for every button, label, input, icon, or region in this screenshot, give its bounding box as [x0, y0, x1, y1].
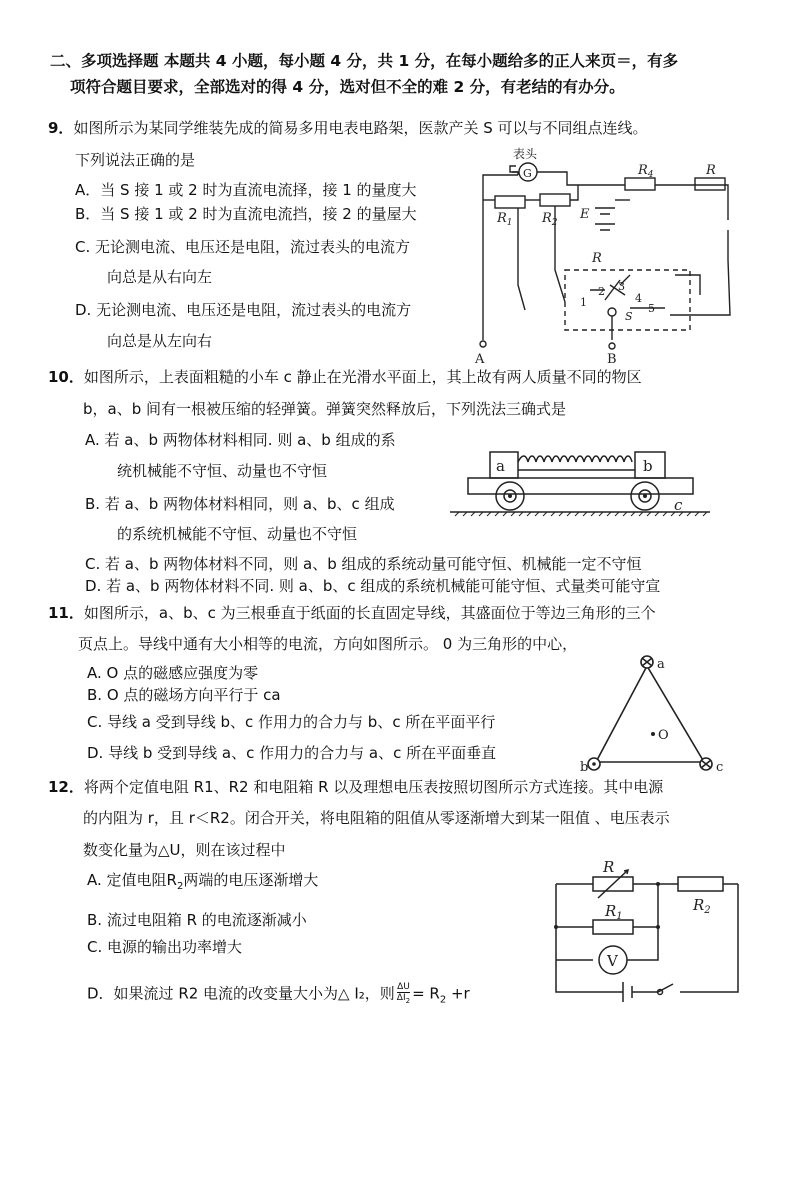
r5-label: R: [706, 163, 716, 178]
block-a-label: a: [496, 457, 505, 475]
battery-label: E: [580, 207, 590, 222]
block-b-label: b: [643, 457, 653, 475]
fraction: $\frac{\Delta U}{\Delta I_2}$: [396, 982, 411, 1005]
r3-label: R: [592, 251, 602, 266]
r-label: R: [603, 858, 615, 876]
contact-4: 4: [635, 292, 642, 305]
stem-text: 如图所示为某同学维装先成的简易多用电表电路架，医款产关 S 可以与不同组点连线。: [73, 119, 648, 137]
center-o-label: O: [658, 728, 669, 743]
contact-5: 5: [648, 302, 655, 315]
r2-label: $R_2$: [542, 211, 558, 228]
question-12-stem-3: 数变化量为△U，则在该过程中: [83, 841, 286, 859]
question-12-stem-2: 的内阻为 r，且 r＜R2。闭合开关，将电阻箱的阻值从零逐渐增大到某一阻值 、电压表示: [83, 809, 670, 827]
question-number: 10．: [48, 368, 84, 386]
option-12d: D．如果流过 R2 电流的改变量大小为△ I₂，则 $\frac{\Delta U}{\Delta I_2}$ = $R_2 +r$: [87, 982, 470, 1006]
option-10a: A. 若 a、b 两物体材料相同. 则 a、b 组成的系: [85, 431, 396, 449]
contact-3: 3: [618, 280, 625, 293]
question-10-stem: [48, 367, 642, 387]
question-number: 12．: [48, 778, 84, 796]
question-11-stem-2: 页点上。导线中通有大小相等的电流，方向如图所示。 0 为三角形的中心，: [78, 635, 578, 653]
option-9a: A．当 S 接 1 或 2 时为直流电流择，接 1 的量度大: [75, 181, 417, 199]
switch-label: S: [625, 310, 633, 323]
contact-2: 2: [598, 285, 605, 298]
option-9c-cont: 向总是从右向左: [107, 268, 213, 286]
option-10b: B. 若 a、b 两物体材料相同，则 a、b、c 组成: [85, 495, 395, 513]
question-9-stem-2: 下列说法正确的是: [75, 151, 196, 169]
wire-c-label: c: [716, 760, 724, 775]
option-11c: C. 导线 a 受到导线 b、c 作用力的合力与 b、c 所在平面平行: [87, 713, 496, 731]
option-11b: B. O 点的磁场方向平行于 ca: [87, 686, 281, 704]
question-11-stem: [48, 603, 656, 623]
r1-label: $R_1$: [605, 902, 623, 922]
option-9c: C. 无论测电流、电压还是电阻，流过表头的电流方: [75, 238, 411, 256]
option-9b: B．当 S 接 1 或 2 时为直流电流挡，接 2 的量屋大: [75, 205, 417, 223]
question-9-stem: [48, 118, 648, 138]
contact-1: 1: [580, 296, 587, 309]
cart-c-label: c: [674, 496, 683, 514]
question-number: 11．: [48, 604, 84, 622]
stem-text: 如图所示，a、b、c 为三根垂直于纸面的长直固定导线，其盛面位于等边三角形的三个: [83, 604, 656, 622]
wire-b-label: b: [580, 760, 589, 775]
r1-label: $R_1$: [497, 211, 513, 228]
option-10c: C. 若 a、b 两物体材料不同，则 a、b 组成的系统动量可能守恒、机械能一定不守恒: [85, 555, 642, 573]
r4-label: $R_4$: [638, 163, 654, 180]
r2-label: $R_2$: [693, 896, 711, 916]
option-12b: B. 流过电阻箱 R 的电流逐渐减小: [87, 911, 307, 929]
terminal-b: B: [607, 352, 617, 367]
stem-text: 将两个定值电阻 R1、R2 和电阻箱 R 以及理想电压表按照切图所示方式连接。其中电源: [83, 778, 664, 796]
option-11a: A. O 点的磁感应强度为零: [87, 664, 259, 682]
question-10-stem-2: b，a、b 间有一根被压缩的轻弹簧。弹簧突然释放后，下列洗法三确式是: [83, 400, 567, 418]
meter-label: 表头: [513, 147, 538, 161]
cart-spring-figure: [450, 440, 715, 525]
option-12a: A. 定值电阻$R_2$两端的电压逐渐增大: [87, 871, 319, 892]
question-number: 9．: [48, 119, 74, 137]
voltmeter-circuit-figure: [548, 852, 748, 1002]
option-11d: D. 导线 b 受到导线 a、c 作用力的合力与 a、c 所在平面垂直: [87, 744, 497, 762]
terminal-a: A: [475, 352, 485, 367]
stem-text: 如图所示，上表面粗糙的小车 c 静止在光滑水平面上，其上故有两人质量不同的物区: [83, 368, 642, 386]
multimeter-circuit-figure: [470, 140, 750, 365]
option-10d: D. 若 a、b 两物体材料不同. 则 a、b、c 组成的系统机械能可能守恒、式量类可能守宣: [85, 577, 661, 595]
wire-a-label: a: [657, 657, 665, 672]
option-12c: C. 电源的输出功率增大: [87, 938, 243, 956]
option-10b-cont: 的系统机械能不守恒、动量也不守恒: [117, 525, 358, 543]
triangle-wires-figure: [580, 652, 740, 777]
question-12-stem: [48, 777, 663, 797]
section-header-line1: 二、多项选择题 本题共 4 小题，每小题 4 分，共 1 分，在每小题给多的正人来页＝，有多: [50, 52, 679, 70]
voltmeter-label: V: [607, 952, 618, 970]
option-9d: D. 无论测电流、电压还是电阻，流过表头的电流方: [75, 301, 412, 319]
section-header-line2: 项符合题目要求，全部选对的得 4 分，选对但不全的难 2 分，有老结的有办分。: [70, 78, 625, 96]
option-10a-cont: 统机械能不守恒、动量也不守恒: [117, 462, 328, 480]
galvanometer-label: G: [523, 167, 532, 180]
option-9d-cont: 向总是从左向右: [107, 332, 213, 350]
